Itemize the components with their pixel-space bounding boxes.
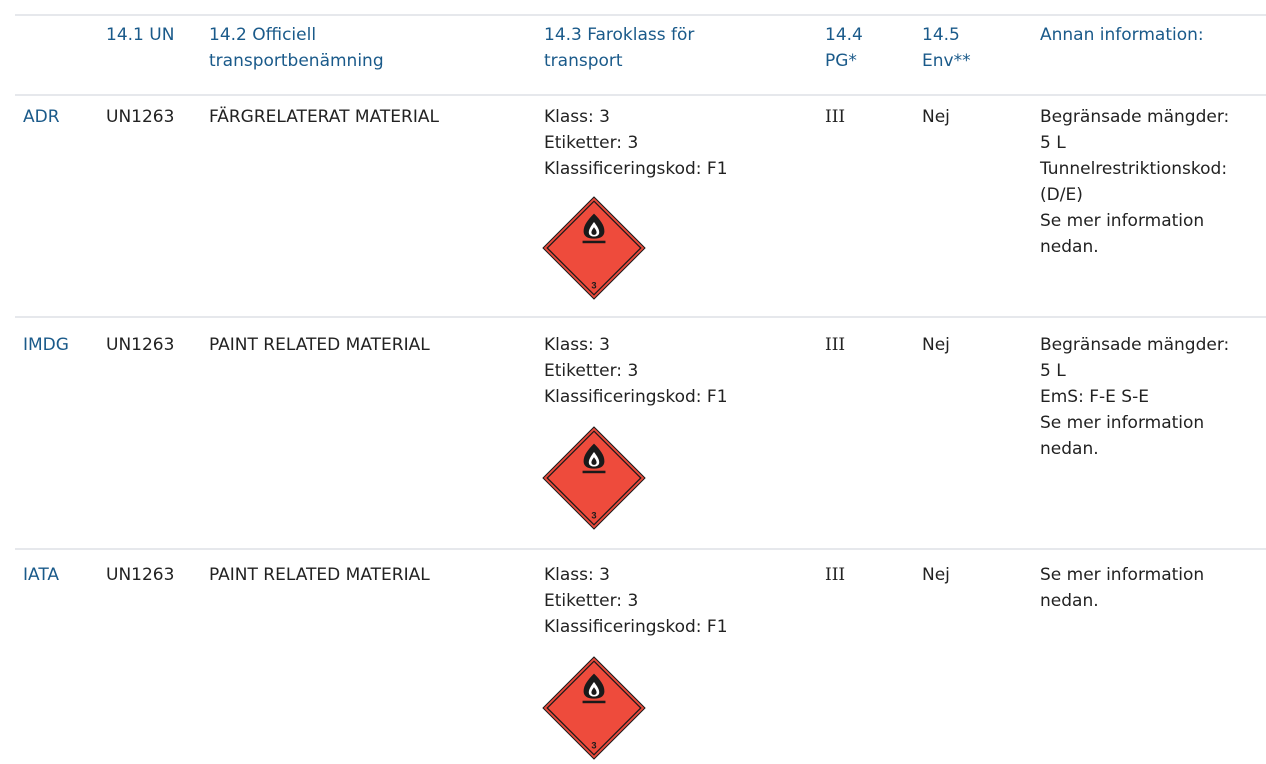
mode-link-iata[interactable]: IATA <box>23 565 60 585</box>
header-packing-group <box>825 22 905 74</box>
other-info-imdg-line-4: Se mer information <box>1040 413 1205 433</box>
labels-line-imdg: Etiketter: 3 <box>544 361 639 381</box>
table-row-adr <box>0 104 1266 314</box>
row-rule-adr <box>15 316 1266 318</box>
header-rule <box>15 94 1266 96</box>
header-shipping-name-line-1: 14.2 Officiell <box>209 25 317 45</box>
other-info-adr-line-4: (D/E) <box>1040 185 1083 205</box>
environment-imdg: Nej <box>922 335 950 355</box>
labels-line-adr: Etiketter: 3 <box>544 133 639 153</box>
header-hazard-class-line-1: 14.3 Faroklass för <box>544 25 695 45</box>
header-shipping-name <box>209 22 529 74</box>
table-row-imdg <box>0 332 1266 532</box>
header-environment-line-2: Env** <box>922 51 971 71</box>
table-top-rule <box>15 14 1266 16</box>
other-info-imdg-line-2: 5 L <box>1040 361 1066 381</box>
mode-link-imdg[interactable]: IMDG <box>23 335 69 355</box>
header-hazard-class <box>544 22 804 74</box>
flammable-liquid-placard-icon <box>542 426 646 530</box>
header-hazard-class-line-2: transport <box>544 51 623 71</box>
un-number-iata: UN1263 <box>106 565 175 585</box>
table-header-row <box>0 22 1266 92</box>
classification-code-line-adr: Klassificeringskod: F1 <box>544 159 728 179</box>
other-info-adr <box>1040 104 1266 260</box>
other-info-adr-line-6: nedan. <box>1040 237 1099 257</box>
other-info-imdg <box>1040 332 1266 462</box>
other-info-adr-line-3: Tunnelrestriktionskod: <box>1040 159 1228 179</box>
table-row-iata <box>0 562 1266 762</box>
placard-class-number-iata: 3 <box>591 740 597 751</box>
flammable-liquid-placard-icon <box>542 656 646 760</box>
hazard-class-iata <box>544 562 804 640</box>
header-other-info: Annan information: <box>1040 25 1204 45</box>
header-packing-group-line-1: 14.4 <box>825 25 863 45</box>
other-info-iata-line-2: nedan. <box>1040 591 1099 611</box>
other-info-imdg-line-5: nedan. <box>1040 439 1099 459</box>
packing-group-adr: III <box>825 107 846 127</box>
other-info-adr-line-2: 5 L <box>1040 133 1066 153</box>
other-info-adr-line-1: Begränsade mängder: <box>1040 107 1230 127</box>
class-line-iata: Klass: 3 <box>544 565 610 585</box>
labels-line-iata: Etiketter: 3 <box>544 591 639 611</box>
packing-group-imdg: III <box>825 335 846 355</box>
classification-code-line-imdg: Klassificeringskod: F1 <box>544 387 728 407</box>
flammable-liquid-placard-icon <box>542 196 646 300</box>
header-un-number: 14.1 UN <box>106 25 175 45</box>
environment-adr: Nej <box>922 107 950 127</box>
class-line-imdg: Klass: 3 <box>544 335 610 355</box>
packing-group-iata: III <box>825 565 846 585</box>
other-info-iata-line-1: Se mer information <box>1040 565 1205 585</box>
header-packing-group-line-2: PG* <box>825 51 857 71</box>
environment-iata: Nej <box>922 565 950 585</box>
un-number-adr: UN1263 <box>106 107 175 127</box>
header-environment-line-1: 14.5 <box>922 25 960 45</box>
header-environment <box>922 22 1022 74</box>
placard-class-number-imdg: 3 <box>591 510 597 521</box>
classification-code-line-iata: Klassificeringskod: F1 <box>544 617 728 637</box>
shipping-name-imdg: PAINT RELATED MATERIAL <box>209 335 430 355</box>
row-rule-imdg <box>15 548 1266 550</box>
hazard-class-adr <box>544 104 804 182</box>
other-info-adr-line-5: Se mer information <box>1040 211 1205 231</box>
mode-link-adr[interactable]: ADR <box>23 107 60 127</box>
other-info-imdg-line-1: Begränsade mängder: <box>1040 335 1230 355</box>
hazard-class-imdg <box>544 332 804 410</box>
shipping-name-iata: PAINT RELATED MATERIAL <box>209 565 430 585</box>
header-shipping-name-line-2: transportbenämning <box>209 51 384 71</box>
un-number-imdg: UN1263 <box>106 335 175 355</box>
other-info-imdg-line-3: EmS: F-E S-E <box>1040 387 1149 407</box>
placard-class-number-adr: 3 <box>591 280 597 291</box>
other-info-iata <box>1040 562 1266 614</box>
shipping-name-adr: FÄRGRELATERAT MATERIAL <box>209 107 439 127</box>
class-line-adr: Klass: 3 <box>544 107 610 127</box>
